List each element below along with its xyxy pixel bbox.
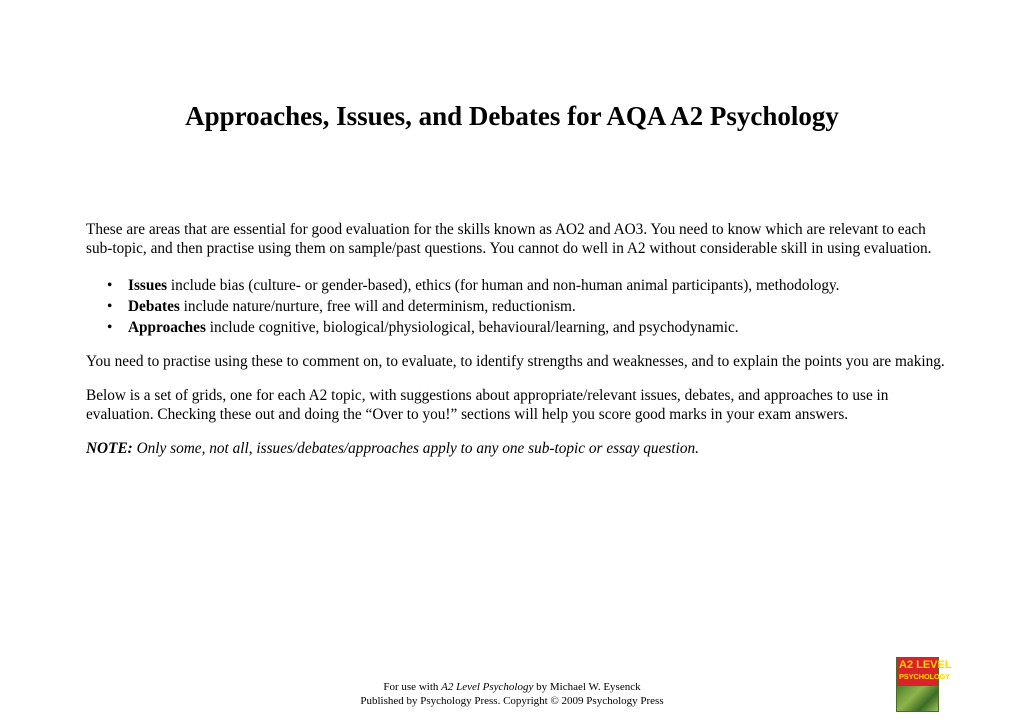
bullet-term: Approaches (128, 319, 206, 336)
list-item-issues (86, 275, 946, 296)
bullet-term: Debates (128, 298, 180, 315)
note-label: NOTE: (86, 440, 133, 457)
cover-line-2: PSYCHOLOGY (899, 672, 950, 681)
book-cover-logo (896, 657, 952, 712)
note-text: Only some, not all, issues/debates/approaches apply to any one sub-topic or essay question. (132, 440, 699, 457)
bullet-icon: • (107, 319, 113, 336)
bullet-list (86, 275, 946, 338)
grids-paragraph: Below is a set of grids, one for each A2 topic, with suggestions about appropriate/relevant issues, debates, and approaches to use in evaluation. Checking these out and doing the “Over to you!” sections will help you score good marks in your exam answers. (86, 387, 889, 423)
cover-line-1: A2 LEVEL (899, 659, 952, 671)
footer-line-2: Published by Psychology Press. Copyright © 2009 Psychology Press (360, 695, 664, 707)
footer-author: by Michael W. Eysenck (533, 681, 641, 693)
note-paragraph (86, 439, 946, 458)
list-item-approaches (86, 317, 946, 338)
bullet-icon: • (107, 277, 113, 294)
page-title: Approaches, Issues, and Debates for AQA A2 Psychology (185, 101, 839, 131)
footer-book-title: A2 Level Psychology (441, 681, 534, 693)
bullet-text: include cognitive, biological/physiological, behavioural/learning, and psychodynamic. (205, 319, 739, 336)
footer-line-1 (0, 680, 1024, 694)
bullet-term: Issues (128, 277, 168, 294)
bullet-text: include bias (culture- or gender-based), ethics (for human and non-human animal participants), methodology. (167, 277, 840, 294)
bullet-text: include nature/nurture, free will and determinism, reductionism. (179, 298, 576, 315)
practise-paragraph: You need to practise using these to comment on, to evaluate, to identify strengths and weaknesses, and to explain the points you are making. (86, 353, 945, 370)
page-footer (0, 680, 1024, 708)
bullet-icon: • (107, 298, 113, 315)
list-item-debates (86, 296, 946, 317)
document-body (86, 220, 946, 458)
intro-paragraph: These are areas that are essential for good evaluation for the skills known as AO2 and AO3. You need to know which are relevant to each sub-topic, and then practise using them on sample/past questions. You cannot do well in A2 without considerable skill in using evaluation. (86, 221, 932, 257)
cover-art (897, 686, 938, 711)
footer-prefix: For use with (383, 681, 442, 693)
